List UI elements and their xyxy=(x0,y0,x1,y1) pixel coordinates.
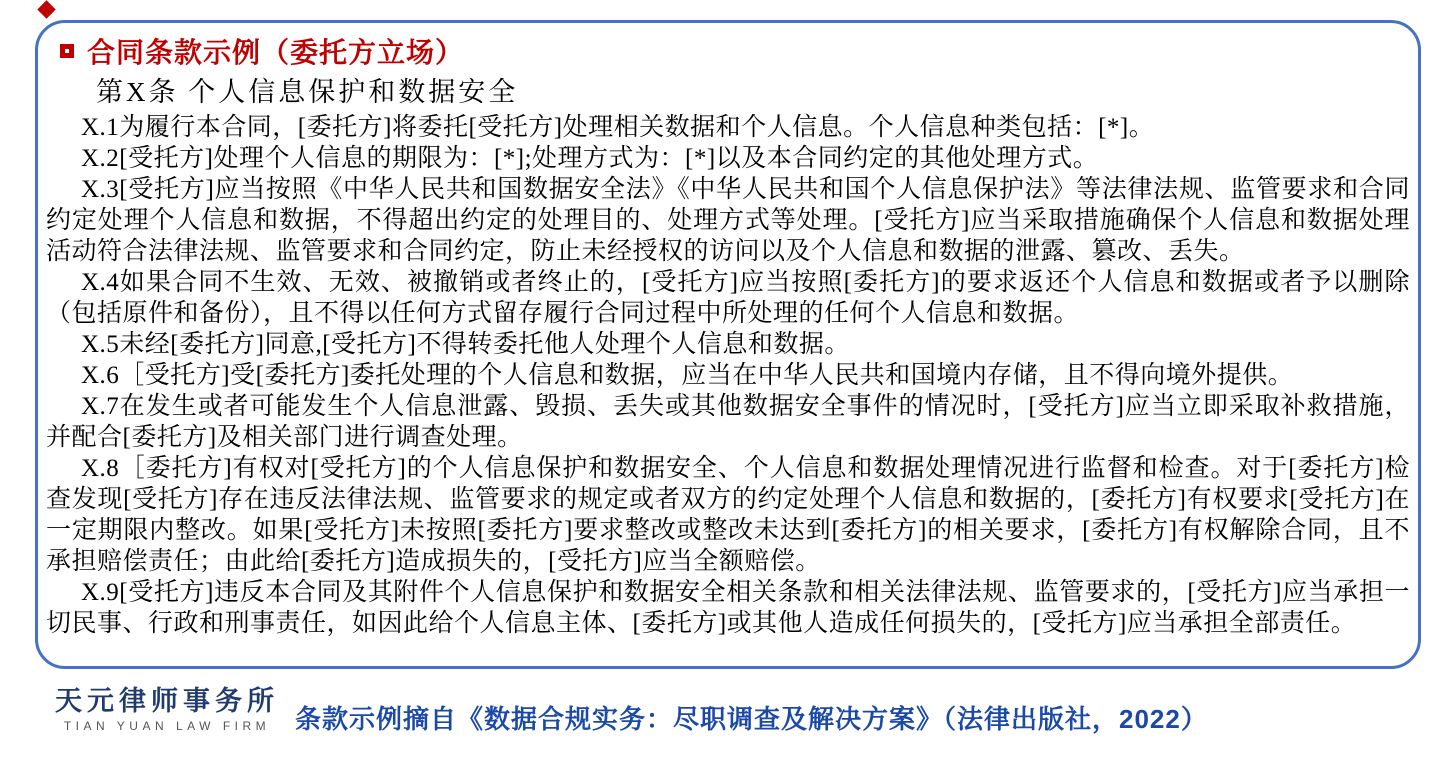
clause-x4: X.4如果合同不生效、无效、被撤销或者终止的，[受托方]应当按照[委托方]的要求返还个人信息和数据或者予以删除（包括原件和备份），且不得以任何方式留存履行合同过程中所处理的任何个人信息和数据。 xyxy=(46,269,1410,327)
clause-x1: X.1为履行本合同，[委托方]将委托[受托方]处理相关数据和个人信息。个人信息种类包括：[*]。 xyxy=(81,114,1155,141)
logo-english-name: TIAN YUAN LAW FIRM xyxy=(63,719,271,733)
square-bullet-icon xyxy=(60,44,74,58)
clause-x2: X.2[受托方]处理个人信息的期限为：[*];处理方式为：[*]以及本合同约定的其他处理方式。 xyxy=(81,145,1099,172)
slide-title-text: 合同条款示例（委托方立场） xyxy=(87,37,465,68)
contract-clause-panel xyxy=(35,20,1421,669)
clause-heading: 第X条 个人信息保护和数据安全 xyxy=(96,77,519,107)
source-note: 条款示例摘自《数据合规实务：尽职调查及解决方案》（法律出版社，2022） xyxy=(295,704,1208,734)
clause-x7: X.7在发生或者可能发生个人信息泄露、毁损、丢失或其他数据安全事件的情况时，[受托方]应当立即采取补救措施，并配合[委托方]及相关部门进行调查处理。 xyxy=(46,393,1410,451)
law-firm-logo xyxy=(55,688,279,733)
slide-title xyxy=(46,31,1410,71)
corner-diamond-icon xyxy=(37,0,55,18)
clause-x6: X.6［受托方]受[委托方]委托处理的个人信息和数据，应当在中华人民共和国境内存储，且不得向境外提供。 xyxy=(81,362,1294,389)
clause-x8: X.8［委托方]有权对[受托方]的个人信息保护和数据安全、个人信息和数据处理情况进行监督和检查。对于[委托方]检查发现[受托方]存在违反法律法规、监管要求的规定或者双方的约定处理个人信息和数据的，[委托方]有权要求[受托方]在一定期限内整改。如果[受托方]未按照[委托方]要求整改或整改未达到[委托方]的相关要求，[委托方]有权解除合同，且不承担赔偿责任；由此给[委托方]造成损失的，[受托方]应当全额赔偿。 xyxy=(46,455,1410,575)
logo-chinese-name: 天元律师事务所 xyxy=(55,686,279,717)
clause-x3: X.3[受托方]应当按照《中华人民共和国数据安全法》《中华人民共和国个人信息保护法》等法律法规、监管要求和合同约定处理个人信息和数据，不得超出约定的处理目的、处理方式等处理。[受托方]应当采取措施确保个人信息和数据处理活动符合法律法规、监管要求和合同约定，防止未经授权的访问以及个人信息和数据的泄露、篡改、丢失。 xyxy=(46,176,1410,265)
footer xyxy=(0,678,1454,763)
clause-x5: X.5未经[委托方]同意,[受托方]不得转委托他人处理个人信息和数据。 xyxy=(81,331,850,358)
clause-x9: X.9[受托方]违反本合同及其附件个人信息保护和数据安全相关条款和相关法律法规、监管要求的，[受托方]应当承担一切民事、行政和刑事责任，如因此给个人信息主体、[委托方]或其他人造成任何损失的，[受托方]应当承担全部责任。 xyxy=(46,579,1410,637)
